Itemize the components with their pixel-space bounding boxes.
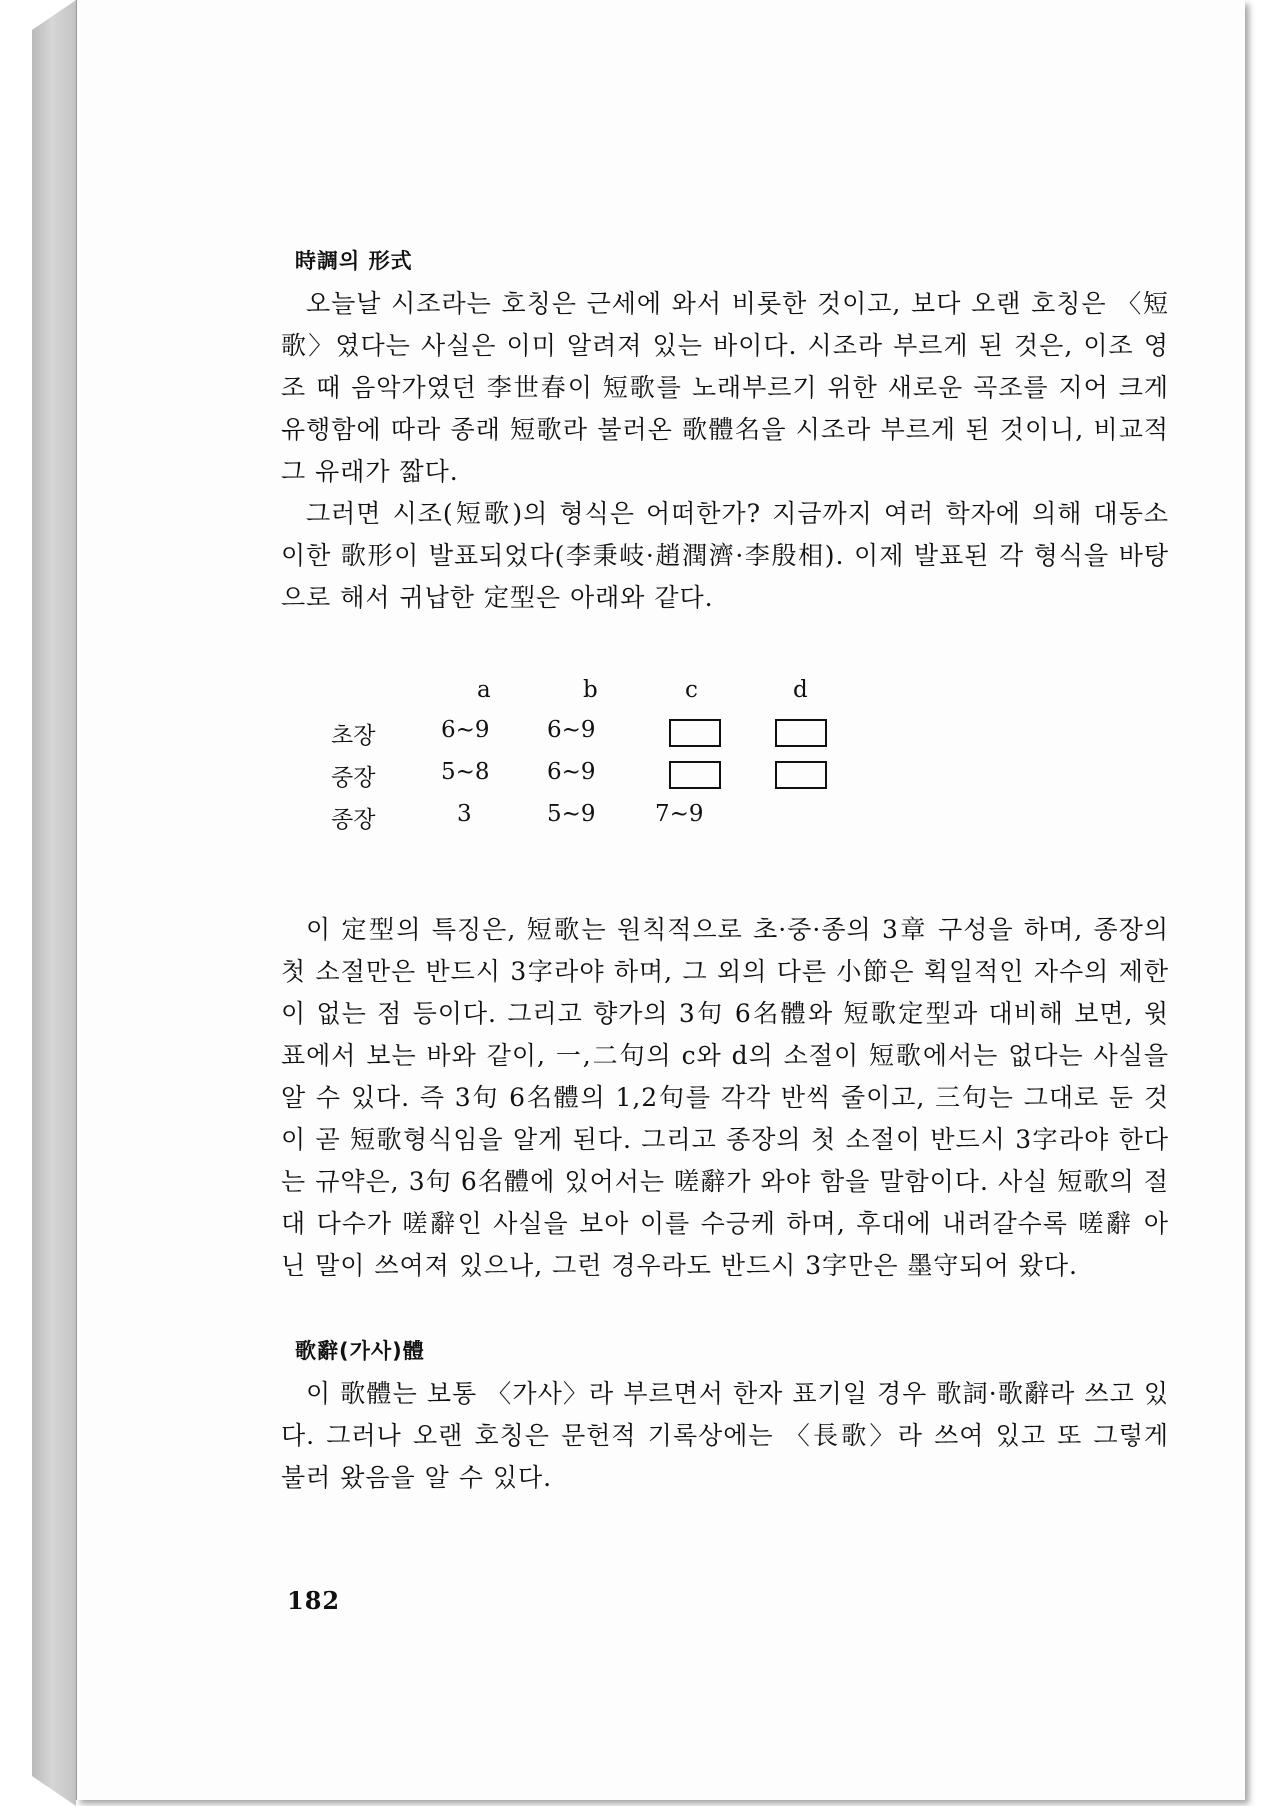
paragraph-sijo-origin: 오늘날 시조라는 호칭은 근세에 와서 비롯한 것이고, 보다 오랜 호칭은 〈短歌〉였다는 사실은 이미 알려져 있는 바이다. 시조라 부르게 된 것은, 이조 영조 때 음악가였던 李世春이 短歌를 노래부르기 위한 새로운 곡조를 지어 크게 유행함에 따라 종래 短歌라 불러온 歌體名을 시조라 부르게 된 것이니, 비교적 그 유래가 짧다. xyxy=(281,289,1169,486)
page-content xyxy=(281,245,1169,1499)
column-label-b: b xyxy=(583,677,598,703)
empty-measure-box xyxy=(669,761,721,789)
empty-measure-box xyxy=(775,761,827,789)
table-cell: 6∼9 xyxy=(547,759,596,785)
row-label-jongjang: 종장 xyxy=(331,807,376,833)
book-spine xyxy=(32,0,76,1806)
empty-measure-box xyxy=(775,719,827,747)
table-cell: 6∼9 xyxy=(441,717,490,743)
empty-measure-box xyxy=(669,719,721,747)
table-cell: 3 xyxy=(457,801,472,827)
column-label-a: a xyxy=(477,677,491,703)
row-label-jungjang: 중장 xyxy=(331,765,376,791)
table-cell: 5∼8 xyxy=(441,759,490,785)
column-label-c: c xyxy=(685,677,698,703)
row-label-chojang: 초장 xyxy=(331,723,376,749)
paragraph-sijo-form: 그러면 시조(短歌)의 형식은 어떠한가? 지금까지 여러 학자에 의해 대동소이한 歌形이 발표되었다(李秉岐·趙潤濟·李殷相). 이제 발표된 각 형식을 바탕으로 해서 귀납한 定型은 아래와 같다. xyxy=(281,499,1169,612)
sijo-form-table xyxy=(281,677,1169,857)
paragraph-definition-features: 이 定型의 특징은, 短歌는 원칙적으로 초·중·종의 3章 구성을 하며, 종장의 첫 소절만은 반드시 3字라야 하며, 그 외의 다른 小節은 획일적인 자수의 제한이 없는 점 등이다. 그리고 향가의 3句 6名體와 短歌定型과 대비해 보면, 윗 표에서 보는 바와 같이, 一,二句의 c와 d의 소절이 短歌에서는 없다는 사실을 알 수 있다. 즉 3句 6名體의 1,2句를 각각 반씩 줄이고, 三句는 그대로 둔 것이 곧 短歌형식임을 알게 된다. 그리고 종장의 첫 소절이 반드시 3字라야 한다는 규약은, 3句 6名體에 있어서는 嗟辭가 와야 함을 말함이다. 사실 短歌의 절대 다수가 嗟辭인 사실을 보아 이를 수긍케 하며, 후대에 내려갈수록 嗟辭 아닌 말이 쓰여져 있으나, 그런 경우라도 반드시 3字만은 墨守되어 왔다. xyxy=(281,915,1169,1280)
book-page xyxy=(76,0,1245,1800)
section-heading-sijo-form: 時調의 形式 xyxy=(295,249,413,273)
column-label-d: d xyxy=(793,677,808,703)
page-number: 182 xyxy=(287,1586,341,1615)
table-cell: 6∼9 xyxy=(547,717,596,743)
table-cell: 5∼9 xyxy=(547,801,596,827)
paragraph-gasa: 이 歌體는 보통 〈가사〉라 부르면서 한자 표기일 경우 歌詞·歌辭라 쓰고 있다. 그러나 오랜 호칭은 문헌적 기록상에는 〈長歌〉라 쓰여 있고 또 그렇게 불러 왔음을 알 수 있다. xyxy=(281,1379,1169,1492)
section-heading-gasa: 歌辭(가사)體 xyxy=(295,1339,425,1363)
table-cell: 7∼9 xyxy=(655,801,704,827)
